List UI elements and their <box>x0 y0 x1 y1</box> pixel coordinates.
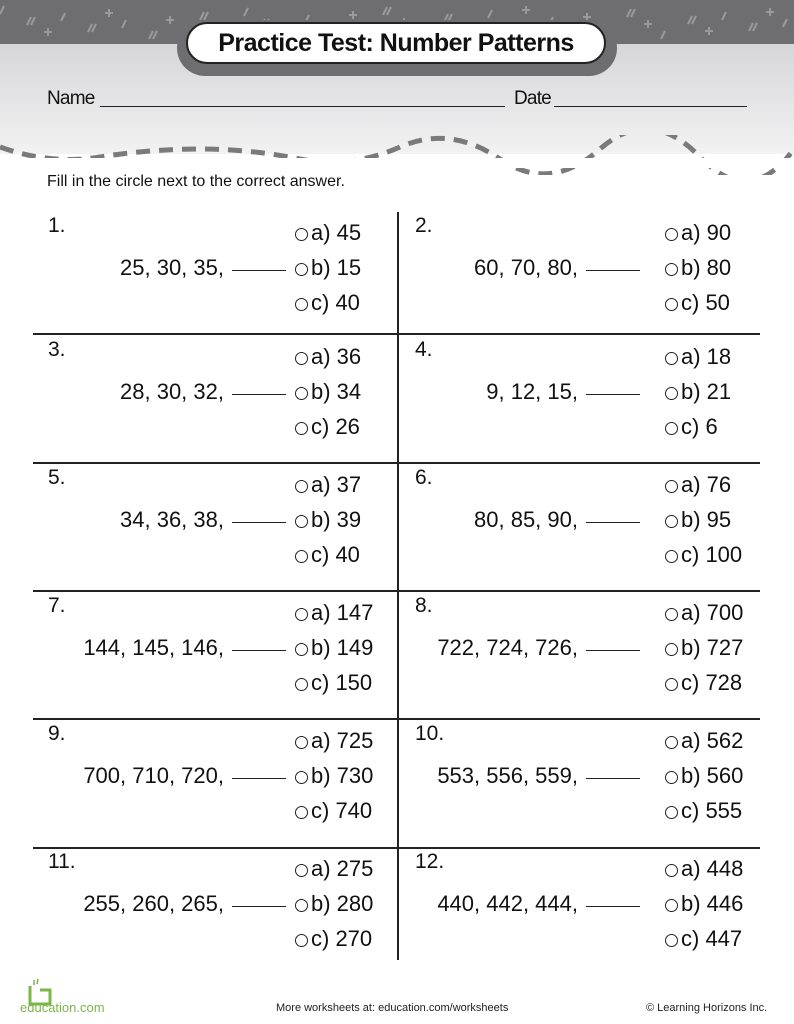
logo-text: education.com <box>20 1000 105 1015</box>
sequence-text: 80, 85, 90, <box>474 507 578 532</box>
option-label: b) 730 <box>311 763 374 788</box>
radio-circle-icon[interactable] <box>665 736 678 749</box>
question-3 <box>33 334 398 462</box>
instructions: Fill in the circle next to the correct answer. <box>47 173 345 190</box>
option-c[interactable] <box>665 414 718 440</box>
page-title: Practice Test: Number Patterns <box>186 22 606 64</box>
question-11 <box>33 846 398 974</box>
option-label: b) 34 <box>311 379 362 404</box>
option-b[interactable] <box>295 255 361 281</box>
question-7 <box>33 590 398 718</box>
option-label: a) 448 <box>681 856 744 881</box>
sequence-text: 700, 710, 720, <box>83 763 224 788</box>
option-label: c) 40 <box>311 290 360 315</box>
question-12 <box>400 846 765 974</box>
option-b[interactable] <box>295 635 373 661</box>
sequence-text: 28, 30, 32, <box>120 379 224 404</box>
option-label: a) 562 <box>681 728 744 753</box>
option-a[interactable] <box>665 220 731 246</box>
question-10 <box>400 718 765 846</box>
radio-circle-icon[interactable] <box>295 643 308 656</box>
banner-symbol-icon <box>61 13 65 21</box>
radio-circle-icon[interactable] <box>295 515 308 528</box>
wave-mask <box>0 158 794 168</box>
banner-symbol-icon <box>688 16 696 24</box>
option-c[interactable] <box>295 926 372 952</box>
option-label: b) 80 <box>681 255 732 280</box>
option-label: b) 149 <box>311 635 374 660</box>
radio-circle-icon[interactable] <box>295 678 308 691</box>
question-number: 3. <box>48 338 66 361</box>
option-label: b) 95 <box>681 507 732 532</box>
radio-circle-icon[interactable] <box>665 263 678 276</box>
name-label: Name <box>47 88 95 109</box>
banner-symbol-icon <box>244 8 248 16</box>
option-c[interactable] <box>665 670 742 696</box>
option-label: a) 725 <box>311 728 374 753</box>
option-label: c) 740 <box>311 798 373 823</box>
question-number: 10. <box>415 722 445 745</box>
banner-symbol-icon <box>705 27 713 35</box>
number-sequence <box>120 379 286 405</box>
option-label: c) 26 <box>311 414 360 439</box>
option-label: a) 36 <box>311 344 362 369</box>
number-sequence <box>437 891 640 917</box>
radio-circle-icon[interactable] <box>665 515 678 528</box>
date-label: Date <box>514 88 551 109</box>
option-label: c) 728 <box>681 670 743 695</box>
radio-circle-icon[interactable] <box>295 736 308 749</box>
answer-blank <box>232 778 286 779</box>
option-a[interactable] <box>665 728 743 754</box>
wavy-divider <box>0 135 794 175</box>
footer-link[interactable]: More worksheets at: education.com/worksheets <box>276 1002 509 1014</box>
option-label: a) 37 <box>311 472 362 497</box>
option-a[interactable] <box>295 220 361 246</box>
option-a[interactable] <box>295 472 361 498</box>
radio-circle-icon[interactable] <box>665 422 678 435</box>
option-c[interactable] <box>665 926 742 952</box>
number-sequence <box>83 763 286 789</box>
question-number: 7. <box>48 594 66 617</box>
radio-circle-icon[interactable] <box>665 643 678 656</box>
banner-symbol-icon <box>349 11 357 19</box>
option-a[interactable] <box>665 344 731 370</box>
answer-blank <box>232 522 286 523</box>
name-field[interactable] <box>100 90 505 107</box>
banner-symbol-icon <box>644 20 652 28</box>
copyright: © Learning Horizons Inc. <box>646 1002 768 1014</box>
number-sequence <box>437 763 640 789</box>
option-b[interactable] <box>665 763 743 789</box>
radio-circle-icon[interactable] <box>295 352 308 365</box>
option-b[interactable] <box>665 255 731 281</box>
radio-circle-icon[interactable] <box>665 298 678 311</box>
answer-blank <box>232 270 286 271</box>
answer-blank <box>232 906 286 907</box>
option-b[interactable] <box>295 379 361 405</box>
banner-symbol-icon <box>488 10 492 18</box>
option-a[interactable] <box>295 344 361 370</box>
answer-blank <box>586 650 640 651</box>
column-divider <box>397 212 399 960</box>
number-sequence <box>83 891 286 917</box>
option-label: a) 700 <box>681 600 744 625</box>
option-label: b) 727 <box>681 635 744 660</box>
question-number: 11. <box>48 850 76 873</box>
banner-symbol-icon <box>149 31 157 39</box>
radio-circle-icon[interactable] <box>665 934 678 947</box>
banner-symbol-icon <box>766 8 774 16</box>
banner-symbol-icon <box>166 16 174 24</box>
banner-symbol-icon <box>105 9 113 17</box>
banner-symbol-icon <box>783 19 787 27</box>
number-sequence <box>120 255 286 281</box>
question-2 <box>400 210 765 338</box>
option-b[interactable] <box>665 379 731 405</box>
option-b[interactable] <box>295 507 361 533</box>
option-a[interactable] <box>295 728 373 754</box>
question-number: 1. <box>48 214 66 237</box>
radio-circle-icon[interactable] <box>295 608 308 621</box>
banner-symbol-icon <box>722 12 726 20</box>
option-c[interactable] <box>295 670 372 696</box>
sequence-text: 553, 556, 559, <box>437 763 578 788</box>
radio-circle-icon[interactable] <box>665 806 678 819</box>
option-a[interactable] <box>295 856 373 882</box>
banner-symbol-icon <box>88 24 96 32</box>
number-sequence <box>474 507 640 533</box>
question-4 <box>400 334 765 462</box>
sequence-text: 25, 30, 35, <box>120 255 224 280</box>
option-b[interactable] <box>665 507 731 533</box>
option-label: c) 6 <box>681 414 718 439</box>
radio-circle-icon[interactable] <box>665 864 678 877</box>
radio-circle-icon[interactable] <box>295 771 308 784</box>
answer-blank <box>586 522 640 523</box>
question-number: 5. <box>48 466 66 489</box>
option-label: b) 280 <box>311 891 374 916</box>
radio-circle-icon[interactable] <box>665 352 678 365</box>
question-1 <box>33 210 398 338</box>
sequence-text: 60, 70, 80, <box>474 255 578 280</box>
option-label: c) 270 <box>311 926 373 951</box>
option-b[interactable] <box>665 635 743 661</box>
radio-circle-icon[interactable] <box>665 550 678 563</box>
option-label: a) 45 <box>311 220 362 245</box>
answer-blank <box>586 778 640 779</box>
option-label: c) 100 <box>681 542 743 567</box>
option-label: b) 560 <box>681 763 744 788</box>
banner-symbol-icon <box>0 6 4 14</box>
answer-blank <box>232 650 286 651</box>
radio-circle-icon[interactable] <box>295 480 308 493</box>
sequence-text: 722, 724, 726, <box>437 635 578 660</box>
radio-circle-icon[interactable] <box>665 480 678 493</box>
option-label: b) 21 <box>681 379 732 404</box>
radio-circle-icon[interactable] <box>665 771 678 784</box>
banner-symbol-icon <box>122 20 126 28</box>
option-label: c) 40 <box>311 542 360 567</box>
option-c[interactable] <box>665 798 742 824</box>
radio-circle-icon[interactable] <box>295 864 308 877</box>
sequence-text: 144, 145, 146, <box>83 635 224 660</box>
option-a[interactable] <box>665 472 731 498</box>
number-sequence <box>83 635 286 661</box>
option-c[interactable] <box>295 542 360 568</box>
question-number: 2. <box>415 214 433 237</box>
radio-circle-icon[interactable] <box>665 228 678 241</box>
radio-circle-icon[interactable] <box>665 899 678 912</box>
question-number: 4. <box>415 338 433 361</box>
option-b[interactable] <box>665 891 743 917</box>
answer-blank <box>232 394 286 395</box>
option-c[interactable] <box>295 798 372 824</box>
option-label: a) 147 <box>311 600 374 625</box>
answer-blank <box>586 394 640 395</box>
option-c[interactable] <box>295 414 360 440</box>
number-sequence <box>437 635 640 661</box>
question-8 <box>400 590 765 718</box>
number-sequence <box>120 507 286 533</box>
option-label: c) 50 <box>681 290 730 315</box>
question-number: 9. <box>48 722 66 745</box>
banner-symbol-icon <box>627 9 635 17</box>
option-a[interactable] <box>295 600 373 626</box>
sequence-text: 9, 12, 15, <box>486 379 578 404</box>
radio-circle-icon[interactable] <box>295 298 308 311</box>
radio-circle-icon[interactable] <box>295 550 308 563</box>
question-number: 6. <box>415 466 433 489</box>
banner-symbol-icon <box>749 23 757 31</box>
radio-circle-icon[interactable] <box>295 422 308 435</box>
option-label: a) 18 <box>681 344 732 369</box>
option-b[interactable] <box>295 763 373 789</box>
option-b[interactable] <box>295 891 373 917</box>
question-number: 12. <box>415 850 445 873</box>
option-label: c) 555 <box>681 798 743 823</box>
option-c[interactable] <box>665 542 742 568</box>
option-label: c) 447 <box>681 926 743 951</box>
number-sequence <box>486 379 640 405</box>
banner-symbol-icon <box>661 31 665 39</box>
sequence-text: 255, 260, 265, <box>83 891 224 916</box>
date-field[interactable] <box>554 90 747 107</box>
radio-circle-icon[interactable] <box>295 934 308 947</box>
option-label: a) 90 <box>681 220 732 245</box>
question-9 <box>33 718 398 846</box>
option-label: a) 275 <box>311 856 374 881</box>
radio-circle-icon[interactable] <box>295 387 308 400</box>
banner-symbol-icon <box>44 28 52 36</box>
option-label: a) 76 <box>681 472 732 497</box>
number-sequence <box>474 255 640 281</box>
radio-circle-icon[interactable] <box>665 678 678 691</box>
answer-blank <box>586 906 640 907</box>
radio-circle-icon[interactable] <box>665 387 678 400</box>
banner-symbol-icon <box>200 12 208 20</box>
option-label: c) 150 <box>311 670 373 695</box>
sequence-text: 34, 36, 38, <box>120 507 224 532</box>
option-c[interactable] <box>665 290 730 316</box>
radio-circle-icon[interactable] <box>665 608 678 621</box>
question-5 <box>33 462 398 590</box>
sequence-text: 440, 442, 444, <box>437 891 578 916</box>
banner-symbol-icon <box>27 17 35 25</box>
question-6 <box>400 462 765 590</box>
option-label: b) 15 <box>311 255 362 280</box>
option-label: b) 39 <box>311 507 362 532</box>
radio-circle-icon[interactable] <box>295 228 308 241</box>
radio-circle-icon[interactable] <box>295 806 308 819</box>
banner-symbol-icon <box>522 6 530 14</box>
radio-circle-icon[interactable] <box>295 899 308 912</box>
banner-symbol-icon <box>383 7 391 15</box>
question-number: 8. <box>415 594 433 617</box>
option-a[interactable] <box>665 600 743 626</box>
radio-circle-icon[interactable] <box>295 263 308 276</box>
answer-blank <box>586 270 640 271</box>
option-a[interactable] <box>665 856 743 882</box>
option-label: b) 446 <box>681 891 744 916</box>
option-c[interactable] <box>295 290 360 316</box>
